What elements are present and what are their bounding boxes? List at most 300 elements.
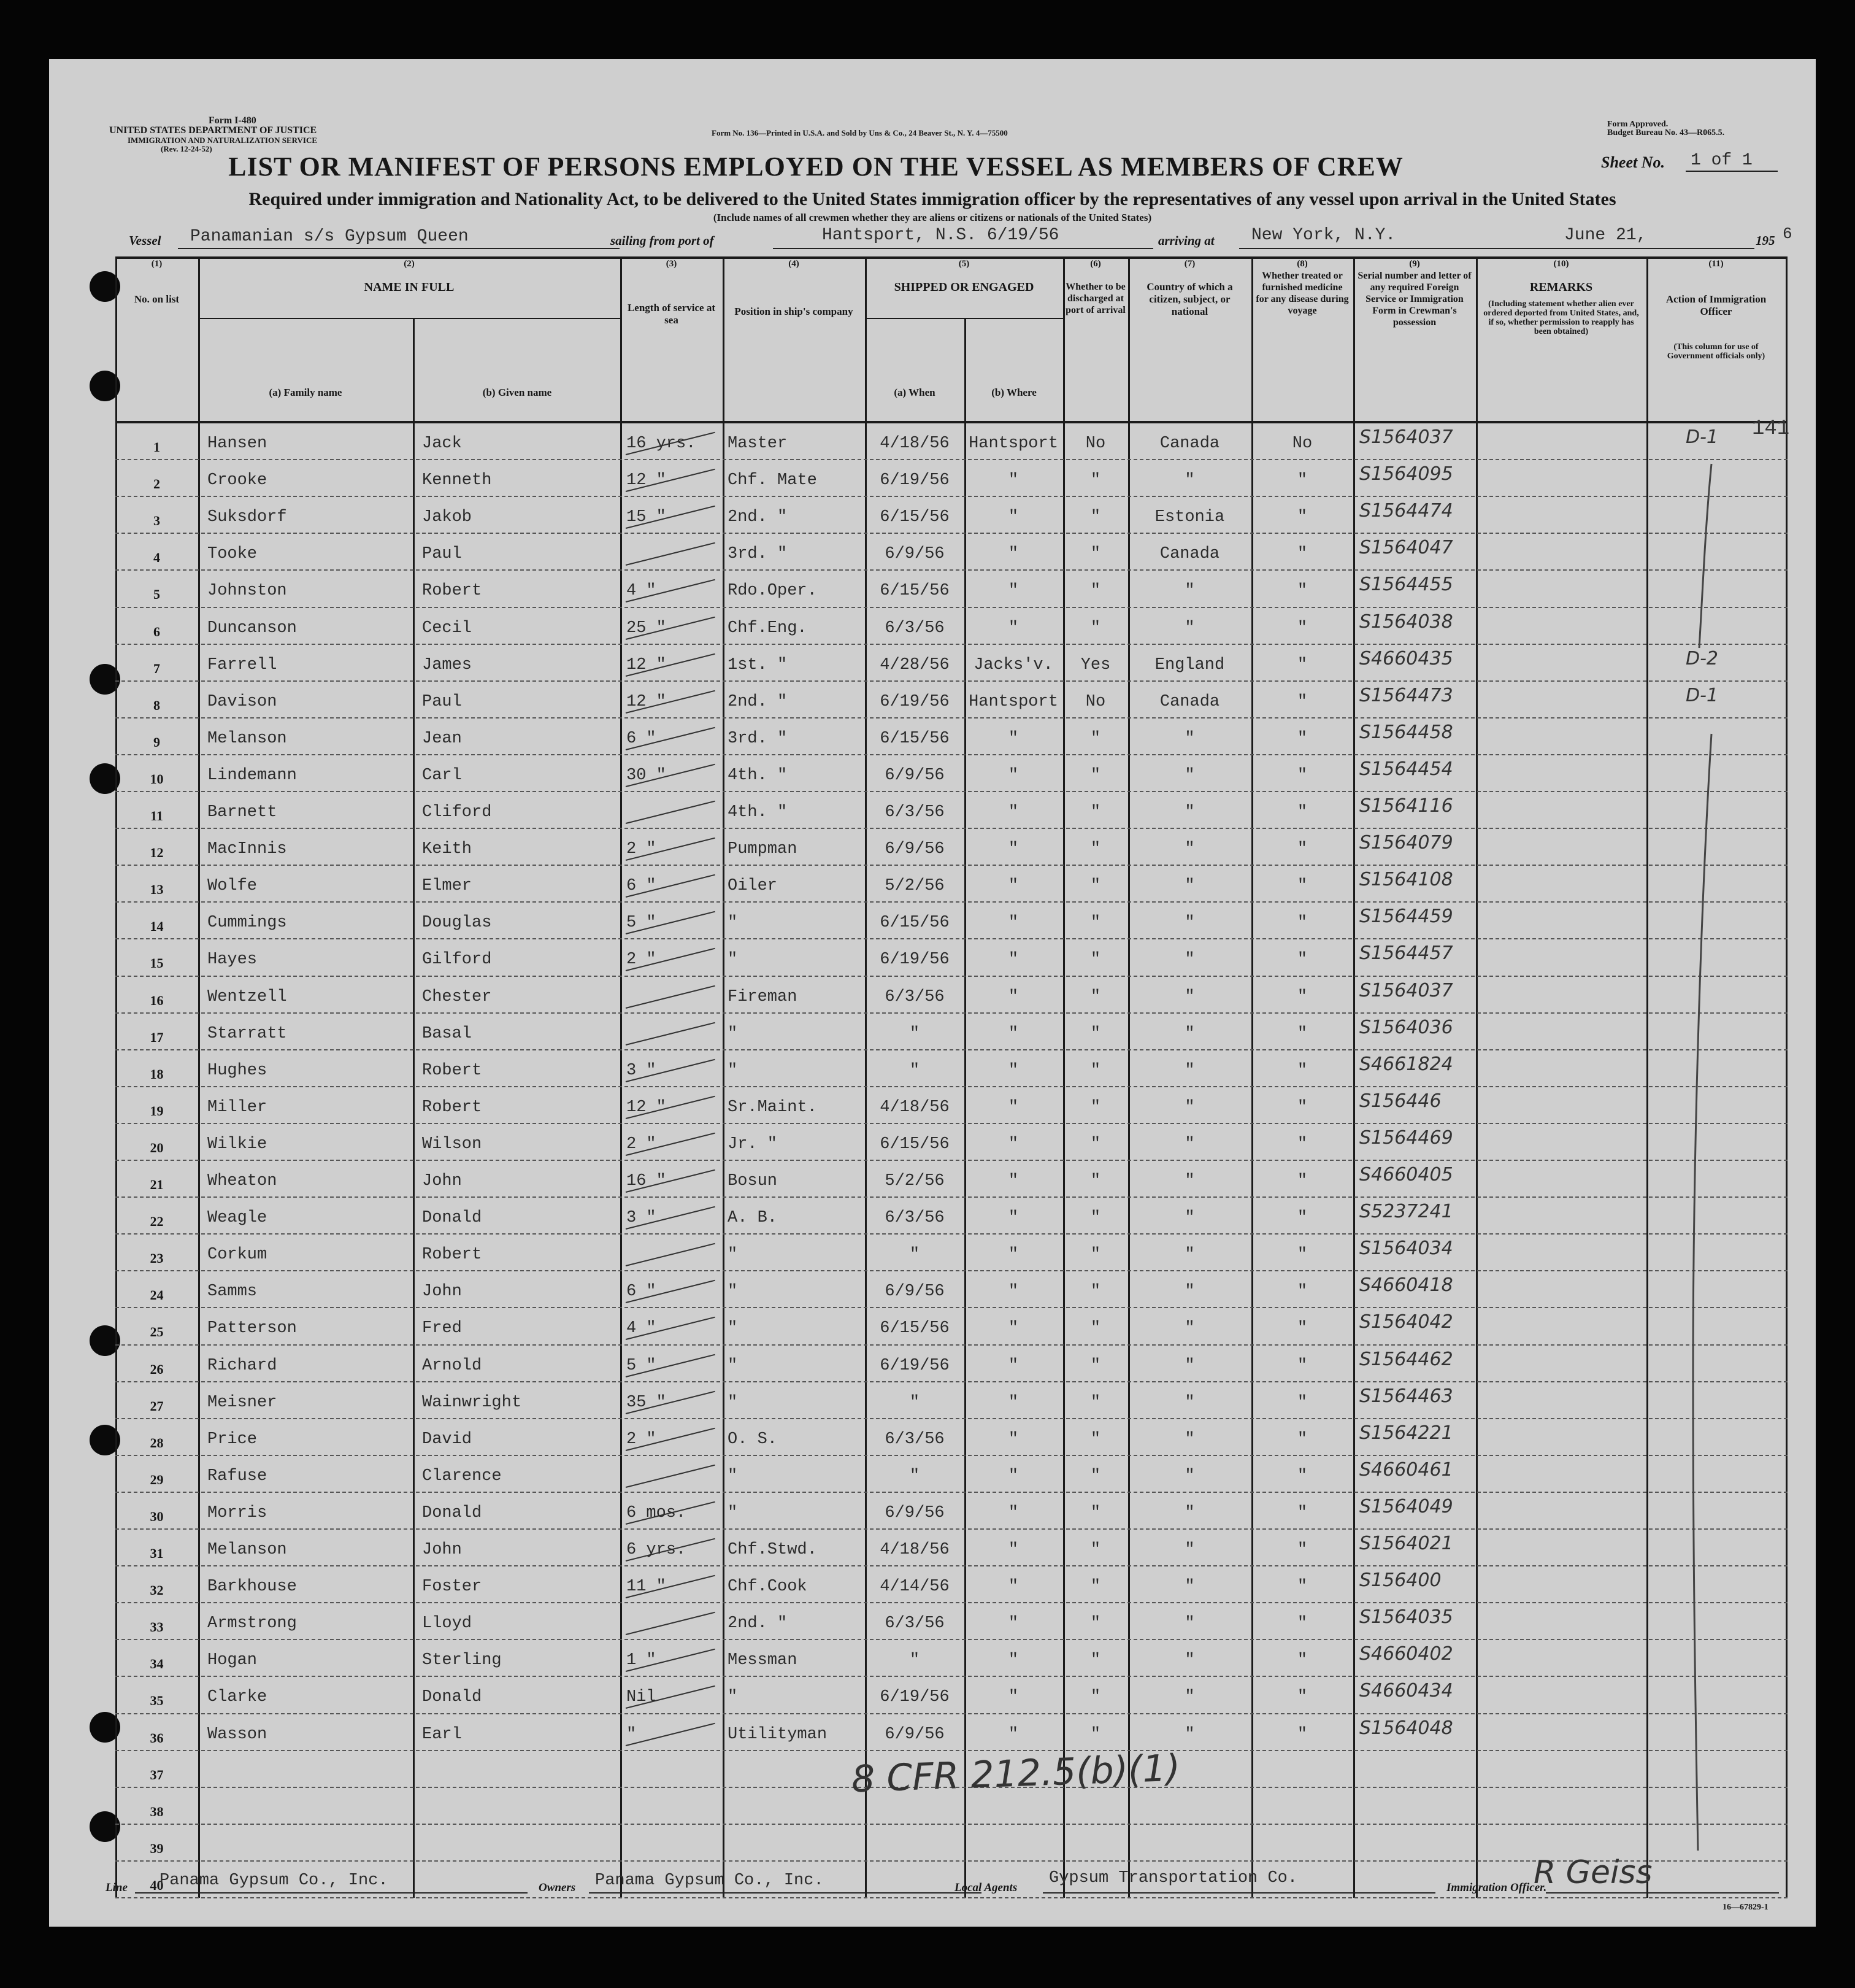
cell-country: " — [1185, 1688, 1195, 1707]
cell-serial: S1564457 — [1359, 944, 1453, 963]
table-row — [115, 976, 1788, 1012]
cell-no: 14 — [150, 919, 164, 934]
form-code: 16—67829-1 — [1722, 1903, 1769, 1912]
cell-no: 31 — [150, 1546, 164, 1561]
cell-where: " — [1008, 618, 1019, 638]
cell-country: " — [1185, 1725, 1195, 1744]
cell-action: D-1 — [1686, 686, 1719, 705]
col-num-6: (6) — [1090, 259, 1101, 269]
cell-no: 23 — [150, 1250, 164, 1266]
cell-no: 2 — [153, 476, 160, 492]
cell-medicine: " — [1297, 582, 1308, 601]
cell-given: Robert — [422, 1246, 482, 1265]
table-row — [115, 1344, 1788, 1381]
cell-service: 3 " — [626, 1061, 656, 1080]
cell-position: Fireman — [728, 987, 797, 1006]
cell-no: 32 — [150, 1582, 164, 1598]
cell-discharge: " — [1090, 729, 1101, 748]
cell-family: Starratt — [207, 1024, 287, 1043]
cell-medicine: " — [1297, 1503, 1308, 1522]
cell-service: 3 " — [626, 1209, 656, 1228]
cell-service: 11 " — [626, 1578, 666, 1597]
cell-given: Chester — [422, 987, 492, 1006]
cell-family: Suksdorf — [207, 508, 287, 527]
manifest-subtitle: Required under immigration and Nationality Act, to be delivered to the United States immigration officer by the representatives of any vessel upon arrival in the United States — [248, 189, 1616, 209]
cell-service: 6 mos. — [626, 1503, 686, 1522]
cell-given: Wainwright — [422, 1393, 522, 1412]
cell-where: " — [1008, 729, 1019, 748]
cell-given: Donald — [422, 1209, 482, 1228]
sheet-label: Sheet No. — [1601, 153, 1665, 171]
cell-service: 35 " — [626, 1393, 666, 1412]
cell-given: Foster — [422, 1578, 482, 1597]
cell-when: 4/18/56 — [880, 1098, 950, 1117]
col-header-country: Country of which a citizen, subject, or national — [1146, 281, 1233, 317]
cell-family: Meisner — [207, 1393, 277, 1412]
cell-position: " — [728, 1024, 738, 1043]
cell-when: 6/19/56 — [880, 1356, 950, 1375]
cell-discharge: " — [1090, 1282, 1101, 1301]
cell-when: 6/15/56 — [880, 582, 950, 601]
cell-where: " — [1008, 1246, 1019, 1265]
cell-position: 1st. " — [728, 655, 788, 674]
cell-given: Robert — [422, 582, 482, 601]
cell-where: " — [1008, 1024, 1019, 1043]
cell-position: " — [728, 1246, 738, 1265]
cell-service: 6 " — [626, 729, 656, 748]
manifest-subtitle-note: (Include names of all crewmen whether they are aliens or citizens or nationals of the United States) — [713, 212, 1152, 223]
cell-position: Chf.Eng. — [728, 618, 807, 638]
cell-no: 15 — [150, 955, 164, 971]
cell-country: " — [1185, 877, 1195, 896]
cell-when: 6/9/56 — [885, 1503, 945, 1522]
col-header-service: Length of service at sea — [627, 302, 716, 326]
cell-given: John — [422, 1172, 462, 1190]
cell-when: 6/3/56 — [885, 1430, 945, 1449]
cell-no: 13 — [150, 882, 164, 898]
cell-medicine: " — [1297, 1319, 1308, 1338]
table-row — [115, 644, 1788, 680]
cell-serial: S4660434 — [1359, 1682, 1453, 1701]
cell-serial: S1564048 — [1359, 1719, 1453, 1738]
col-header-position: Position in ship's company — [734, 306, 853, 317]
cell-where: " — [1008, 914, 1019, 933]
cell-when: 6/19/56 — [880, 692, 950, 711]
cell-medicine: " — [1297, 1541, 1308, 1559]
col-header-medicine: Whether treated or furnished medicine for any disease during voyage — [1256, 271, 1349, 316]
cell-when: 6/19/56 — [880, 471, 950, 490]
cell-country: " — [1185, 1282, 1195, 1301]
cell-no: 29 — [150, 1471, 164, 1487]
cell-country: " — [1185, 1209, 1195, 1228]
cell-service: 30 " — [626, 766, 666, 785]
cell-given: James — [422, 655, 472, 674]
budget-bureau: Budget Bureau No. 43—R065.5. — [1607, 128, 1725, 137]
cell-when: 6/9/56 — [885, 1282, 945, 1301]
cell-country: " — [1185, 840, 1195, 859]
cell-given: Wilson — [422, 1135, 482, 1154]
cell-when: 4/14/56 — [880, 1578, 950, 1597]
cell-medicine: " — [1297, 950, 1308, 969]
cell-where: " — [1008, 1651, 1019, 1670]
cell-serial: S1564049 — [1359, 1497, 1453, 1516]
table-row — [115, 1123, 1788, 1160]
cell-family: Melanson — [207, 1541, 287, 1559]
cell-serial: S1564221 — [1359, 1424, 1453, 1443]
cell-medicine: " — [1297, 1466, 1308, 1485]
col-num-4: (4) — [788, 259, 799, 269]
cell-medicine: " — [1297, 508, 1308, 527]
cell-where: " — [1008, 1393, 1019, 1412]
cell-medicine: " — [1297, 877, 1308, 896]
cell-where: " — [1008, 1688, 1019, 1707]
cell-serial: S4660461 — [1359, 1460, 1453, 1479]
cell-no: 9 — [153, 734, 160, 750]
cell-service: 2 " — [626, 1430, 656, 1449]
cell-given: Douglas — [422, 914, 492, 933]
owners-label: Owners — [539, 1881, 576, 1894]
cell-given: Robert — [422, 1098, 482, 1117]
cell-medicine: " — [1297, 1688, 1308, 1707]
cell-given: John — [422, 1541, 462, 1559]
cell-position: Chf. Mate — [728, 471, 817, 490]
cell-serial: S156400 — [1359, 1571, 1442, 1590]
cell-medicine: " — [1297, 1246, 1308, 1265]
agents-label: Local Agents — [954, 1881, 1018, 1894]
table-row — [115, 1639, 1788, 1676]
cell-no: 28 — [150, 1435, 164, 1451]
cell-position: 4th. " — [728, 803, 788, 822]
cell-service: 12 " — [626, 692, 666, 711]
cell-discharge: " — [1090, 950, 1101, 969]
cell-family: Richard — [207, 1356, 277, 1375]
cell-where: " — [1008, 1503, 1019, 1522]
cell-medicine: " — [1297, 1614, 1308, 1633]
cell-serial: S1564042 — [1359, 1313, 1453, 1332]
cell-no: 36 — [150, 1730, 164, 1746]
cell-family: Hansen — [207, 434, 267, 453]
cell-position: " — [728, 1393, 738, 1412]
cell-service: 5 " — [626, 914, 656, 933]
table-row — [115, 422, 1788, 459]
cell-family: Hogan — [207, 1651, 258, 1670]
cell-when: " — [909, 1024, 920, 1043]
cell-given: Sterling — [422, 1651, 502, 1670]
cell-no: 34 — [150, 1656, 164, 1672]
cell-no: 25 — [150, 1324, 164, 1340]
col-num-5: (5) — [958, 259, 970, 269]
col-header-discharge: Whether to be discharged at port of arrival — [1066, 282, 1126, 315]
cell-position: 2nd. " — [728, 1614, 788, 1633]
cell-position: " — [728, 950, 738, 969]
table-row — [115, 791, 1788, 828]
cell-discharge: " — [1090, 545, 1101, 564]
cell-where: " — [1008, 1356, 1019, 1375]
cell-position: " — [728, 1319, 738, 1338]
cell-position: Jr. " — [728, 1135, 778, 1154]
manifest-sheet — [49, 59, 1816, 1927]
cell-family: Hayes — [207, 950, 258, 969]
cell-where: " — [1008, 1061, 1019, 1080]
cell-country: " — [1185, 914, 1195, 933]
cell-no: 19 — [150, 1103, 164, 1119]
cell-country: " — [1185, 950, 1195, 969]
owners-value: Panama Gypsum Co., Inc. — [595, 1871, 824, 1890]
col-header-number: No. on list — [134, 293, 180, 305]
cell-medicine: " — [1297, 1393, 1308, 1412]
cell-family: Duncanson — [207, 618, 297, 638]
cell-serial: S1564095 — [1359, 465, 1453, 484]
cell-medicine: " — [1297, 1725, 1308, 1744]
cell-given: Cliford — [422, 803, 492, 822]
cell-position: Utilityman — [728, 1725, 828, 1744]
cell-discharge: " — [1090, 1578, 1101, 1597]
cell-country: " — [1185, 1393, 1195, 1412]
cell-given: Kenneth — [422, 471, 492, 490]
cell-no: 26 — [150, 1361, 164, 1377]
cell-where: " — [1008, 1466, 1019, 1485]
cell-service: 6 " — [626, 877, 656, 896]
table-row — [115, 1455, 1788, 1492]
cell-discharge: No — [1085, 434, 1106, 453]
cell-medicine: " — [1297, 766, 1308, 785]
cell-service: 4 " — [626, 1319, 656, 1338]
cell-when: 6/3/56 — [885, 987, 945, 1006]
cell-service: 2 " — [626, 950, 656, 969]
cell-serial: S156446 — [1359, 1092, 1442, 1111]
cell-country: " — [1185, 1503, 1195, 1522]
cell-when: 6/9/56 — [885, 766, 945, 785]
cell-where: " — [1008, 1172, 1019, 1190]
cell-country: " — [1185, 1430, 1195, 1449]
cell-discharge: " — [1090, 1172, 1101, 1190]
cell-discharge: " — [1090, 471, 1101, 490]
cell-service: 2 " — [626, 1135, 656, 1154]
col-header-serial: Serial number and letter of any required Foreign Service or Immigration Form in Crewman's possession — [1358, 271, 1472, 328]
cell-family: Samms — [207, 1282, 258, 1301]
cell-where: " — [1008, 545, 1019, 564]
cell-family: Lindemann — [207, 766, 297, 785]
cell-discharge: " — [1090, 1393, 1101, 1412]
cell-position: Rdo.Oper. — [728, 582, 817, 601]
col-num-7: (7) — [1184, 259, 1196, 269]
cell-position: Chf.Stwd. — [728, 1541, 817, 1559]
col-header-where: (b) Where — [991, 387, 1037, 398]
cell-medicine: " — [1297, 1651, 1308, 1670]
col-num-8: (8) — [1297, 259, 1308, 269]
cell-medicine: " — [1297, 1430, 1308, 1449]
cell-when: 6/15/56 — [880, 914, 950, 933]
line-value: Panama Gypsum Co., Inc. — [159, 1871, 388, 1890]
cell-when: 6/3/56 — [885, 803, 945, 822]
cell-serial: S1564463 — [1359, 1387, 1453, 1406]
cell-discharge: Yes — [1080, 655, 1111, 674]
cell-when: 4/18/56 — [880, 1541, 950, 1559]
cell-family: Clarke — [207, 1688, 267, 1707]
cell-serial: S1564469 — [1359, 1128, 1453, 1147]
cell-no: 16 — [150, 992, 164, 1008]
arrival-date: June 21, — [1564, 226, 1647, 245]
cell-when: 5/2/56 — [885, 877, 945, 896]
sheet-value: 1 of 1 — [1691, 151, 1753, 170]
cell-medicine: " — [1297, 618, 1308, 638]
agents-value: Gypsum Transportation Co. — [1049, 1869, 1298, 1887]
cell-no: 1 — [153, 439, 160, 455]
cell-family: Wilkie — [207, 1135, 267, 1154]
cell-discharge: " — [1090, 840, 1101, 859]
cell-serial: S1564108 — [1359, 871, 1453, 890]
cell-service: 6 yrs. — [626, 1541, 686, 1559]
col-header-name: NAME IN FULL — [364, 280, 455, 294]
cell-given: Gilford — [422, 950, 492, 969]
arriving-value: New York, N.Y. — [1251, 226, 1396, 245]
table-row — [115, 1565, 1788, 1602]
cell-no: 21 — [150, 1177, 164, 1192]
cell-position: " — [728, 1688, 738, 1707]
table-row — [115, 717, 1788, 754]
cell-when: 6/9/56 — [885, 840, 945, 859]
table-row — [115, 496, 1788, 533]
cell-given: Carl — [422, 766, 462, 785]
cell-discharge: " — [1090, 1651, 1101, 1670]
cell-discharge: " — [1090, 1430, 1101, 1449]
cell-no: 39 — [150, 1840, 164, 1856]
cell-no: 3 — [153, 513, 160, 529]
cell-medicine: " — [1297, 1061, 1308, 1080]
cell-family: Hughes — [207, 1061, 267, 1080]
cell-where: " — [1008, 1541, 1019, 1559]
cell-discharge: " — [1090, 1209, 1101, 1228]
cell-service: 16 " — [626, 1172, 666, 1190]
cell-when: 6/9/56 — [885, 1725, 945, 1744]
cell-where: " — [1008, 877, 1019, 896]
cell-discharge: " — [1090, 1725, 1101, 1744]
table-row — [115, 1086, 1788, 1123]
table-row — [115, 1492, 1788, 1528]
cfr-handwritten-note: 8 CFR 212.5(b)(1) — [850, 1746, 1181, 1801]
cell-given: John — [422, 1282, 462, 1301]
cell-where: " — [1008, 1098, 1019, 1117]
cell-discharge: " — [1090, 1098, 1101, 1117]
cell-when: 6/3/56 — [885, 1614, 945, 1633]
table-row — [115, 828, 1788, 865]
cell-family: Weagle — [207, 1209, 267, 1228]
cell-medicine: " — [1297, 840, 1308, 859]
cell-when: 6/3/56 — [885, 618, 945, 638]
cell-given: Fred — [422, 1319, 462, 1338]
cell-serial: S4660402 — [1359, 1645, 1453, 1664]
cell-discharge: " — [1090, 914, 1101, 933]
cell-medicine: " — [1297, 1209, 1308, 1228]
cell-family: Tooke — [207, 545, 258, 564]
cell-no: 22 — [150, 1214, 164, 1230]
cell-family: Johnston — [207, 582, 287, 601]
cell-given: Jakob — [422, 508, 472, 527]
cell-family: Miller — [207, 1098, 267, 1117]
cell-family: Barnett — [207, 803, 277, 822]
cell-position: Bosun — [728, 1172, 778, 1190]
officer-label: Immigration Officer. — [1446, 1881, 1547, 1894]
cell-serial: S4660435 — [1359, 649, 1453, 668]
cell-position: " — [728, 1503, 738, 1522]
col-header-when: (a) When — [894, 387, 935, 398]
table-row — [115, 1196, 1788, 1233]
vessel-value: Panamanian s/s Gypsum Queen — [190, 227, 469, 246]
cell-position: " — [728, 1466, 738, 1485]
cell-when: " — [909, 1061, 920, 1080]
cell-where: " — [1008, 950, 1019, 969]
table-row — [115, 1713, 1788, 1750]
cell-family: Wolfe — [207, 877, 258, 896]
cell-service: " — [626, 1725, 637, 1744]
cell-medicine: " — [1297, 1135, 1308, 1154]
cell-where: " — [1008, 1209, 1019, 1228]
table-row — [115, 865, 1788, 901]
cell-family: Rafuse — [207, 1466, 267, 1485]
margin-number: 141 — [1752, 417, 1790, 441]
cell-when: 6/15/56 — [880, 508, 950, 527]
cell-position: 4th. " — [728, 766, 788, 785]
cell-where: " — [1008, 1614, 1019, 1633]
cell-medicine: " — [1297, 1356, 1308, 1375]
cell-medicine: " — [1297, 545, 1308, 564]
cell-no: 18 — [150, 1066, 164, 1082]
action-bracket-mark — [1669, 452, 1742, 1863]
cell-country: Estonia — [1154, 508, 1225, 527]
cell-position: 2nd. " — [728, 692, 788, 711]
cell-given: Clarence — [422, 1466, 502, 1485]
cell-family: Wentzell — [207, 987, 287, 1006]
cell-medicine: " — [1297, 987, 1308, 1006]
table-row — [115, 1676, 1788, 1713]
cell-serial: S4661824 — [1359, 1055, 1453, 1074]
vessel-label: Vessel — [129, 233, 161, 248]
cell-no: 10 — [150, 771, 164, 787]
cell-family: Wheaton — [207, 1172, 277, 1190]
cell-position: O. S. — [728, 1430, 778, 1449]
cell-medicine: " — [1297, 803, 1308, 822]
cell-discharge: " — [1090, 1614, 1101, 1633]
cell-position: Oiler — [728, 877, 778, 896]
cell-serial: S1564021 — [1359, 1535, 1453, 1553]
cell-medicine: " — [1297, 1578, 1308, 1597]
cell-position: Messman — [728, 1651, 797, 1670]
cell-when: 6/15/56 — [880, 1319, 950, 1338]
cell-service: 1 " — [626, 1651, 656, 1670]
cell-medicine: " — [1297, 1098, 1308, 1117]
table-row — [115, 607, 1788, 644]
cell-country: Canada — [1159, 545, 1220, 564]
cell-no: 40 — [150, 1877, 164, 1893]
cell-where: " — [1008, 508, 1019, 527]
arriving-label: arriving at — [1158, 233, 1215, 248]
year-prefix: 195 — [1756, 233, 1775, 248]
cell-where: " — [1008, 1135, 1019, 1154]
cell-family: MacInnis — [207, 840, 287, 859]
cell-serial: S4660405 — [1359, 1166, 1453, 1184]
cell-family: Price — [207, 1430, 258, 1449]
cell-when: 4/18/56 — [880, 434, 950, 453]
cell-where: Hantsport — [969, 692, 1058, 711]
cell-position: Master — [728, 434, 788, 453]
cell-discharge: No — [1085, 692, 1106, 711]
cell-action: D-2 — [1686, 649, 1719, 668]
col-header-family: (a) Family name — [269, 387, 342, 398]
cell-discharge: " — [1090, 1541, 1101, 1559]
cell-discharge: " — [1090, 1688, 1101, 1707]
cell-country: " — [1185, 1319, 1195, 1338]
cell-position: Sr.Maint. — [728, 1098, 817, 1117]
